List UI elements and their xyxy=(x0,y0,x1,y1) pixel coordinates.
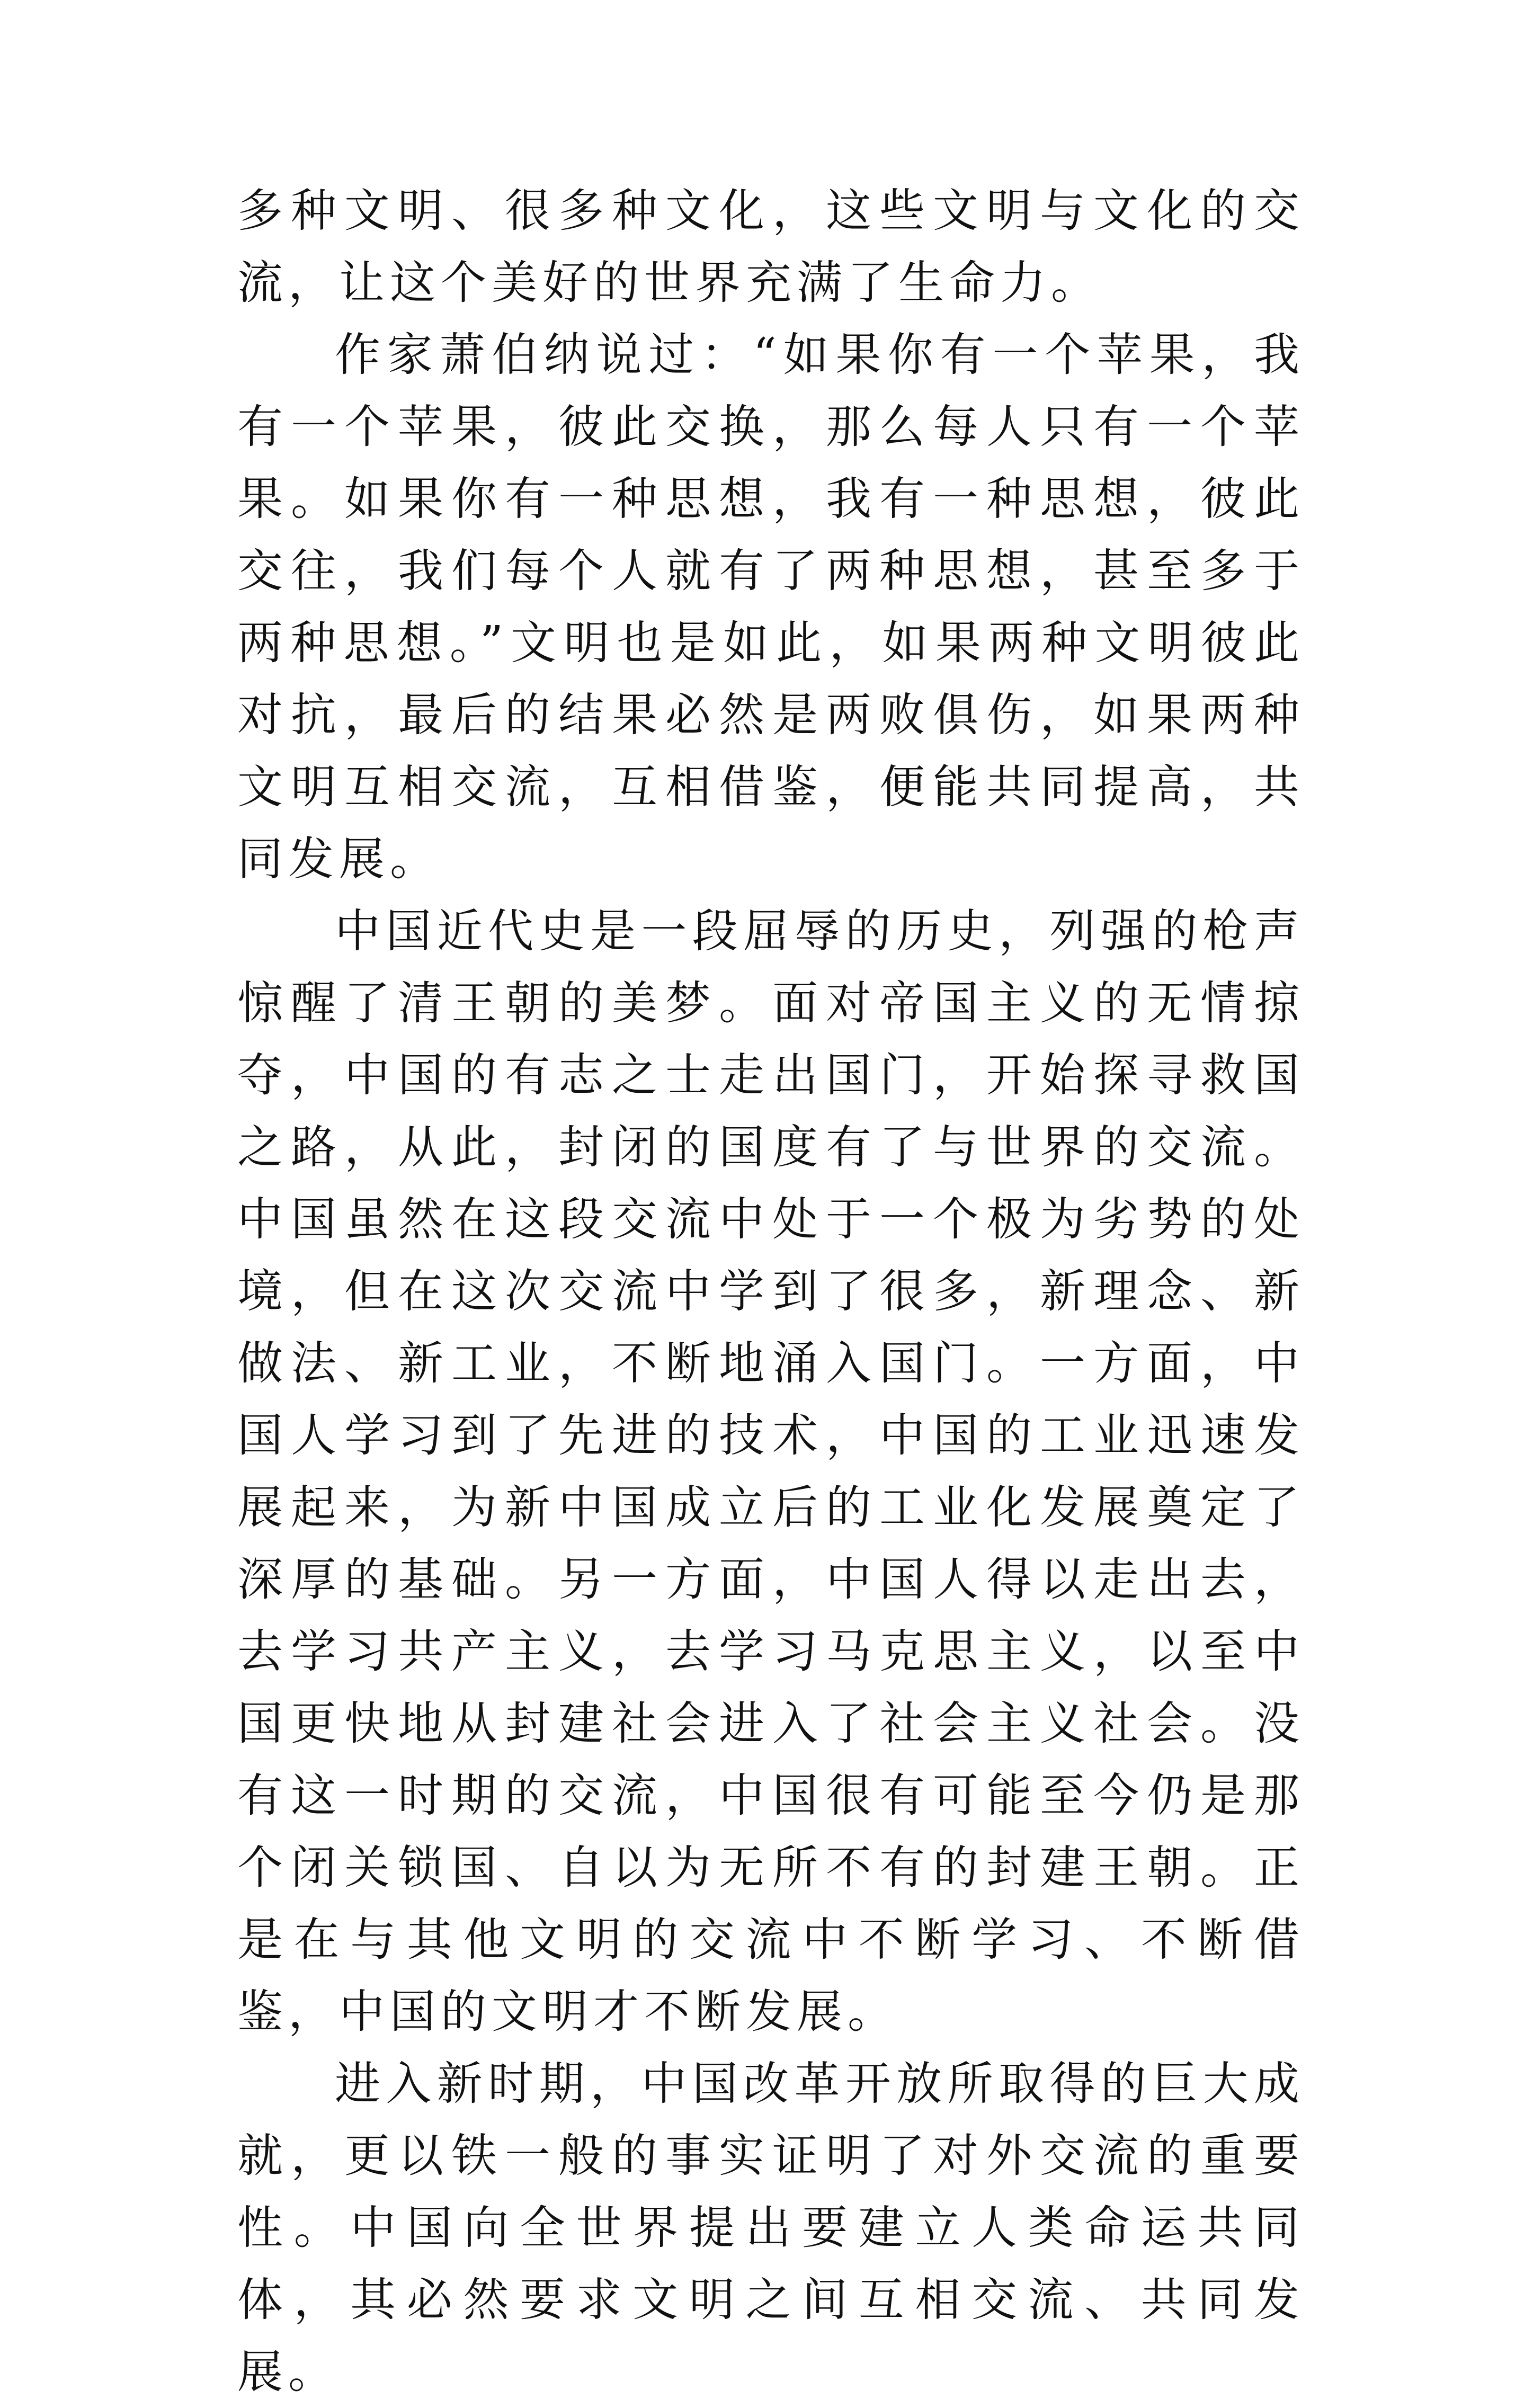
document-page xyxy=(237,175,1305,2408)
paragraph-3: 中国近代史是一段屈辱的历史，列强的枪声惊醒了清王朝的美梦。面对帝国主义的无情掠夺，中国的有志之士走出国门，开始探寻救国之路，从此，封闭的国度有了与世界的交流。中国虽然在这段交流中处于一个极为劣势的处境，但在这次交流中学到了很多，新理念、新做法、新工业，不断地涌入国门。一方面，中国人学习到了先进的技术，中国的工业迅速发展起来，为新中国成立后的工业化发展奠定了深厚的基础。另一方面，中国人得以走出去，去学习共产主义，去学习马克思主义，以至中国更快地从封建社会进入了社会主义社会。没有这一时期的交流，中国很有可能至今仍是那个闭关锁国、自以为无所不有的封建王朝。正是在与其他文明的交流中不断学习、不断借鉴，中国的文明才不断发展。 xyxy=(237,905,1305,2038)
paragraph-1: 多种文明、很多种文化，这些文明与文化的交流，让这个美好的世界充满了生命力。 xyxy=(237,184,1305,309)
paragraph-2: 作家萧伯纳说过：“如果你有一个苹果，我有一个苹果，彼此交换，那么每人只有一个苹果。如果你有一种思想，我有一种思想，彼此交往，我们每个人就有了两种思想，甚至多于两种思想。”文明也是如此，如果两种文明彼此对抗，最后的结果必然是两败俱伤，如果两种文明互相交流，互相借鉴，便能共同提高，共同发展。 xyxy=(237,328,1305,886)
paragraph-4: 进入新时期，中国改革开放所取得的巨大成就，更以铁一般的事实证明了对外交流的重要性。中国向全世界提出要建立人类命运共同体，其必然要求文明之间互相交流、共同发展。 xyxy=(237,2057,1305,2398)
